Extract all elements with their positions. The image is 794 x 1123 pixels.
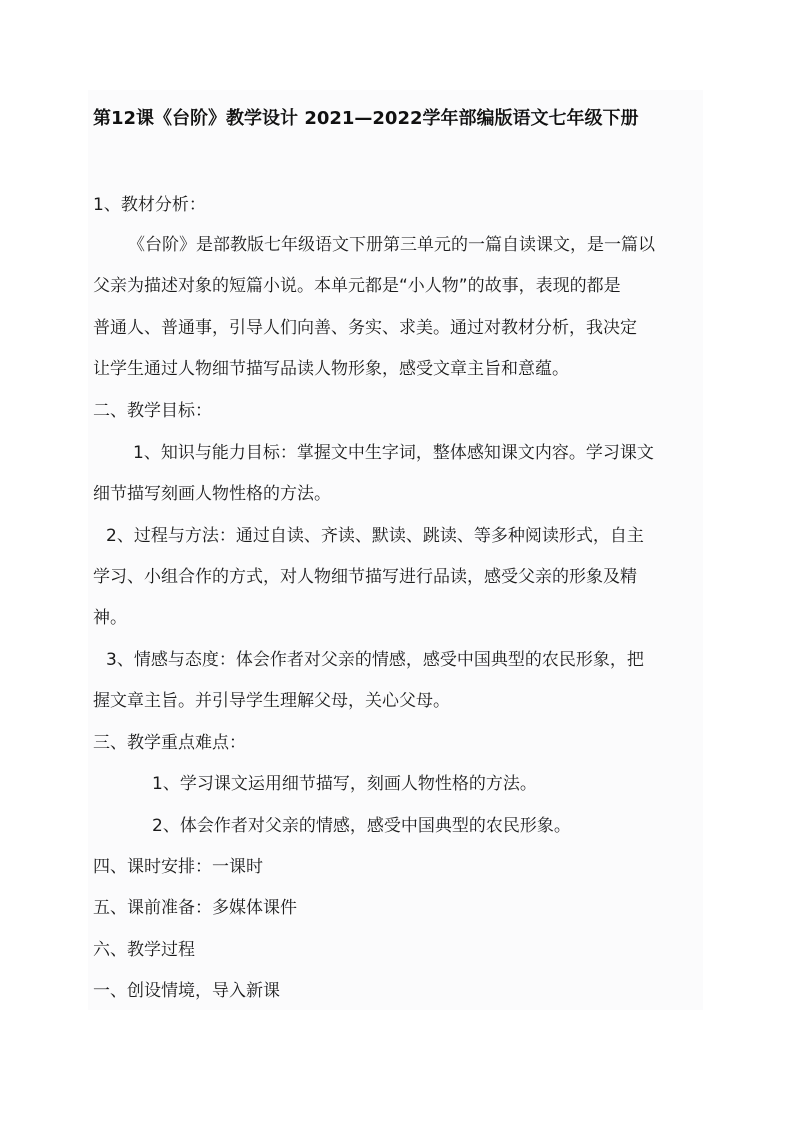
paragraph-line: 让学生通过人物细节描写品读人物形象，感受文章主旨和意蕴。 [93, 359, 569, 379]
paragraph-line: 父亲为描述对象的短篇小说。本单元都是“小人物”的故事，表现的都是 [93, 276, 621, 296]
paragraph-line: 2、过程与方法：通过自读、齐读、默读、跳读、等多种阅读形式，自主 [106, 526, 644, 546]
section-heading-schedule: 四、课时安排：一课时 [93, 857, 263, 877]
paragraph-line: 普通人、普通事，引导人们向善、务实、求美。通过对教材分析，我决定 [93, 318, 637, 338]
section-heading-materials: 1、教材分析： [93, 195, 206, 215]
section-heading-step-one: 一、创设情境，导入新课 [93, 981, 280, 1001]
paragraph-line: 《台阶》是部教版七年级语文下册第三单元的一篇自读课文，是一篇以 [128, 235, 655, 255]
paragraph-line: 3、情感与态度：体会作者对父亲的情感，感受中国典型的农民形象，把 [106, 650, 644, 670]
paragraph-line: 1、知识与能力目标：掌握文中生字词，整体感知课文内容。学习课文 [133, 443, 654, 463]
paragraph-line: 学习、小组合作的方式，对人物细节描写进行品读，感受父亲的形象及精 [93, 567, 637, 587]
paragraph-line: 神。 [93, 608, 127, 628]
document-title: 第12课《台阶》教学设计 2021—2022学年部编版语文七年级下册 [93, 108, 639, 129]
paragraph-line: 2、体会作者对父亲的情感，感受中国典型的农民形象。 [152, 816, 571, 836]
paragraph-line: 握文章主旨。并引导学生理解父母，关心父母。 [93, 691, 450, 711]
section-heading-key-points: 三、教学重点难点： [93, 733, 246, 753]
section-heading-preparation: 五、课前准备：多媒体课件 [93, 898, 297, 918]
section-heading-objectives: 二、教学目标： [93, 401, 212, 421]
paragraph-line: 1、学习课文运用细节描写，刻画人物性格的方法。 [152, 774, 537, 794]
paragraph-line: 细节描写刻画人物性格的方法。 [93, 484, 331, 504]
section-heading-process: 六、教学过程 [93, 940, 195, 960]
